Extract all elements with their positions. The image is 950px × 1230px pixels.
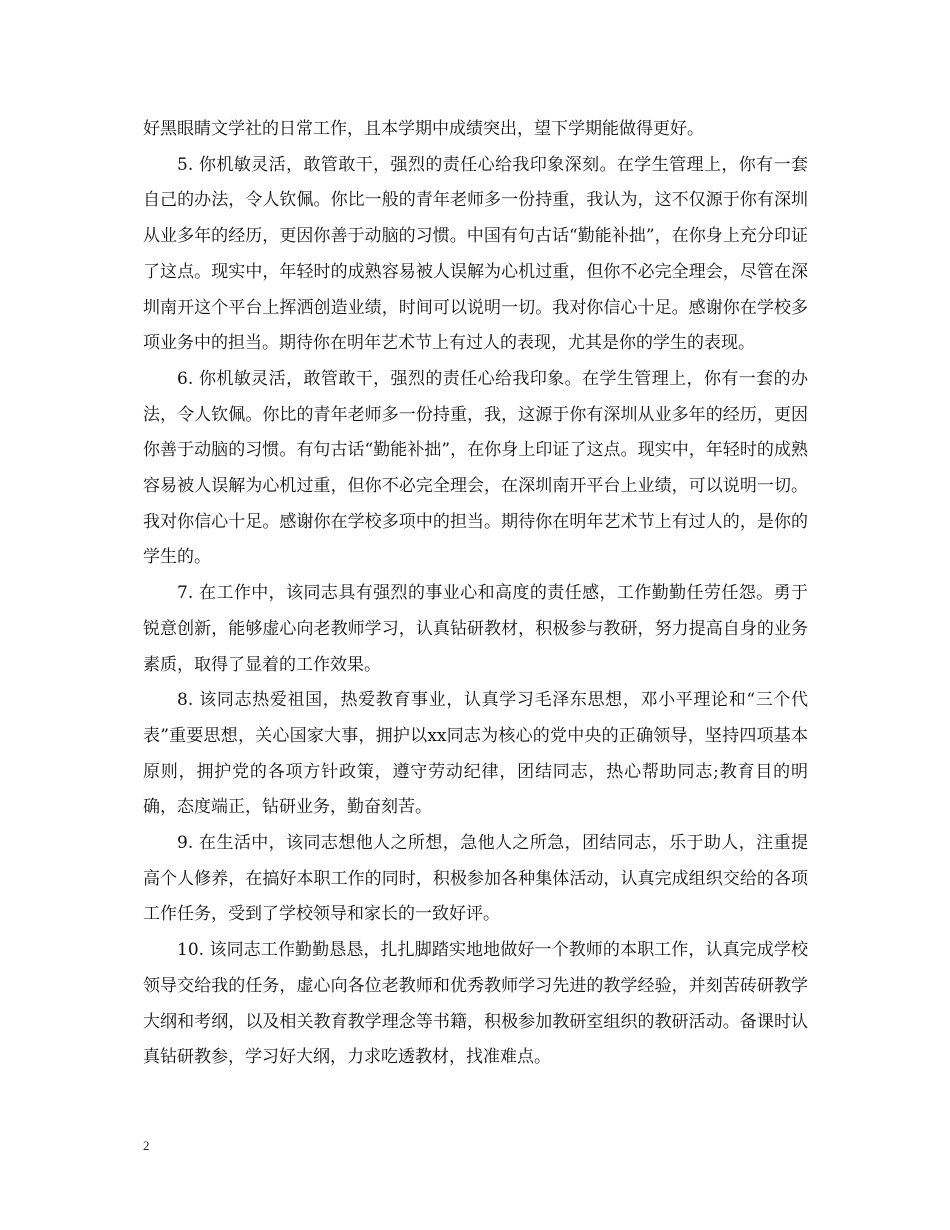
- paragraph-item-5: 5. 你机敏灵活，敢管敢干，强烈的责任心给我印象深刻。在学生管理上，你有一套自己的办法，令人钦佩。你比一般的青年老师多一份持重，我认为，这不仅源于你有深圳从业多年的经历，更因你善于动脑的习惯。中国有句古话“勤能补拙”，在你身上充分印证了这点。现实中，年轻时的成熟容易被人误解为心机过重，但你不必完全理会，尽管在深圳南开这个平台上挥洒创造业绩，时间可以说明一切。我对你信心十足。感谢你在学校多项业务中的担当。期待你在明年艺术节上有过人的表现，尤其是你的学生的表现。: [143, 154, 808, 354]
- page-number: 2: [143, 1138, 150, 1153]
- paragraph-item-9: 9. 在生活中，该同志想他人之所想，急他人之所急，团结同志，乐于助人，注重提高个人修养，在搞好本职工作的同时，积极参加各种集体活动，认真完成组织交给的各项工作任务，受到了学校领导和家长的一致好评。: [143, 833, 808, 925]
- paragraph-item-10: 10. 该同志工作勤勤恳恳，扎扎脚踏实地地做好一个教师的本职工作，认真完成学校领导交给我的任务，虚心向各位老教师和优秀教师学习先进的教学经验，并刻苦砖研教学大纲和考纲，以及相关教育教学理念等书籍，积极参加教研室组织的教研活动。备课时认真钻研教参，学习好大纲，力求吃透教材，找准难点。: [143, 940, 808, 1068]
- paragraph-continuation: 好黑眼睛文学社的日常工作，且本学期中成绩突出，望下学期能做得更好。: [143, 119, 704, 139]
- paragraph-item-6: 6. 你机敏灵活，敢管敢干，强烈的责任心给我印象。在学生管理上，你有一套的办法，令人钦佩。你比的青年老师多一份持重，我，这源于你有深圳从业多年的经历，更因你善于动脑的习惯。有句古话“勤能补拙”，在你身上印证了这点。现实中，年轻时的成熟容易被人误解为心机过重，但你不必完全理会，在深圳南开平台上业绩，可以说明一切。我对你信心十足。感谢你在学校多项中的担当。期待你在明年艺术节上有过人的，是你的学生的。: [143, 368, 808, 568]
- paragraph-item-8: 8. 该同志热爱祖国，热爱教育事业，认真学习毛泽东思想，邓小平理论和“三个代表”重要思想，关心国家大事，拥护以xx同志为核心的党中央的正确领导，坚持四项基本原则，拥护党的各项方针政策，遵守劳动纪律，团结同志，热心帮助同志;教育目的明确，态度端正，钻研业务，勤奋刻苦。: [143, 690, 808, 818]
- document-body: [143, 112, 808, 1076]
- paragraph-item-7: 7. 在工作中，该同志具有强烈的事业心和高度的责任感，工作勤勤任劳任怨。勇于锐意创新，能够虚心向老教师学习，认真钻研教材，积极参与教研，努力提高自身的业务素质，取得了显着的工作效果。: [143, 583, 808, 675]
